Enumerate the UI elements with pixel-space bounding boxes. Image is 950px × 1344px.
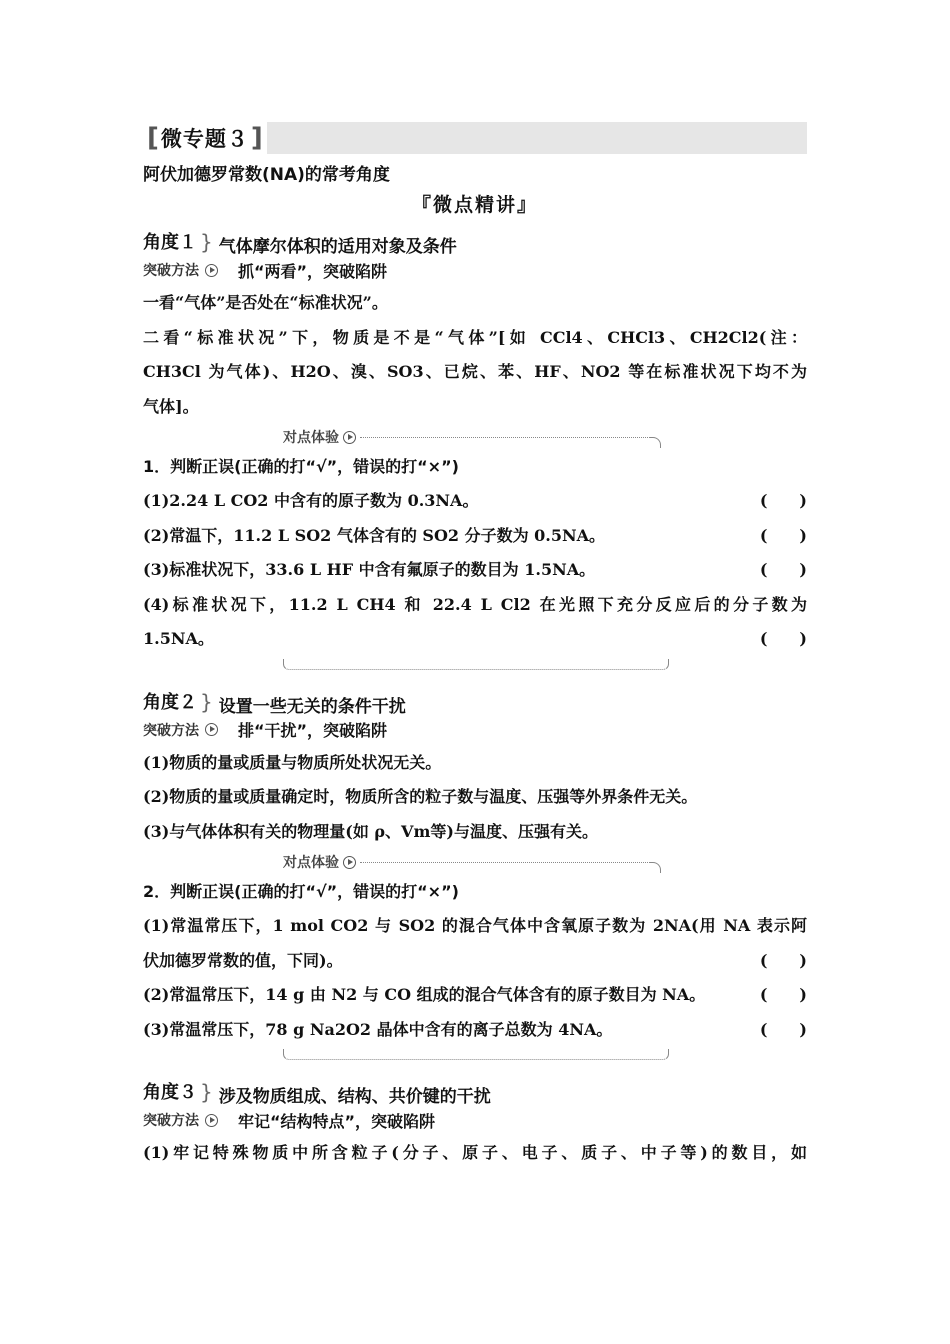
- page: [143, 122, 807, 1171]
- play-circle-icon: [343, 431, 356, 444]
- left-bracket: [: [147, 123, 159, 153]
- method-text: 抓“两看”，突破陷阱: [238, 261, 388, 281]
- dui-label: 对点体验: [283, 430, 339, 446]
- question-text: (1)2.24 L CO2 中含有的原子数为 0.3NA。: [143, 491, 479, 510]
- brace-icon: }: [200, 1080, 213, 1104]
- brace-icon: }: [200, 230, 213, 254]
- dui-label: 对点体验: [283, 855, 339, 871]
- angle-label: 角度１: [143, 232, 197, 253]
- dui-heading: [283, 849, 661, 875]
- question-item: [143, 944, 807, 979]
- text-line: (1)牢记特殊物质中所含粒子(分子、原子、电子、质子、中子等)的数目，如: [143, 1143, 807, 1162]
- dui-heading: [283, 424, 661, 450]
- brace-icon: }: [200, 689, 213, 714]
- question-item: [143, 978, 807, 1013]
- question-text: (1)常温常压下，1 mol CO2 与 SO2 的混合气体中含氧原子数为 2NA(用 NA 表示阿: [143, 916, 807, 935]
- angle-title: 气体摩尔体积的适用对象及条件: [218, 237, 457, 257]
- question-item: [143, 1013, 807, 1048]
- question-text: 伏加德罗常数的值，下同)。: [143, 950, 343, 970]
- text-line: 一看“气体”是否处在“标准状况”。: [143, 293, 388, 312]
- rule-curl: [650, 437, 661, 448]
- bottom-rule: [283, 1049, 669, 1060]
- method-row: [143, 714, 807, 746]
- method-text: 排“干扰”，突破陷阱: [238, 721, 388, 740]
- angle-title: 设置一些无关的条件干扰: [218, 696, 406, 717]
- angle-title: 涉及物质组成、结构、共价键的干扰: [218, 1087, 491, 1107]
- question-text: 1.5NA。: [143, 629, 214, 648]
- dotted-rule: [360, 437, 650, 438]
- right-bracket: ]: [250, 123, 263, 153]
- answer-blank[interactable]: ( ): [759, 985, 807, 1004]
- question-text: (2)常温常压下，14 g 由 N2 与 CO 组成的混合气体含有的原子数目为 NA。: [143, 985, 706, 1004]
- play-circle-icon: [343, 856, 356, 869]
- section-banner: [143, 122, 807, 154]
- text-line: (3)与气体体积有关的物理量(如 ρ、Vm等)与温度、压强有关。: [143, 821, 598, 841]
- angle-2-header: [143, 684, 807, 717]
- dotted-rule: [360, 862, 650, 863]
- question-text: (3)标准状况下，33.6 L HF 中含有氟原子的数目为 1.5NA。: [143, 560, 596, 579]
- question-item: [143, 484, 807, 519]
- question-text: (3)常温常压下，78 g Na2O2 晶体中含有的离子总数为 4NA。: [143, 1019, 613, 1039]
- question-item: [143, 519, 807, 554]
- method-label: 突破方法: [143, 1113, 199, 1129]
- answer-blank[interactable]: ( ): [759, 629, 807, 648]
- play-circle-icon: [205, 723, 218, 736]
- method-label: 突破方法: [143, 722, 199, 739]
- question-text: (2)常温下，11.2 L SO2 气体含有的 SO2 分子数为 0.5NA。: [143, 525, 606, 545]
- angle-label: 角度２: [143, 691, 197, 713]
- topic-title: 阿伏加德罗常数(NA)的常考角度: [143, 165, 390, 185]
- angle-3-header: [143, 1074, 807, 1107]
- question-title: 1．判断正误(正确的打“√”，错误的打“×”): [143, 457, 459, 476]
- method-row: [143, 1104, 807, 1136]
- question-title: 2．判断正误(正确的打“√”，错误的打“×”): [143, 882, 459, 901]
- answer-blank[interactable]: ( ): [759, 950, 807, 970]
- question-item: [143, 622, 807, 657]
- banner-title: 微专题３: [160, 127, 249, 151]
- play-circle-icon: [205, 264, 218, 277]
- text-line: 气体]。: [143, 396, 199, 416]
- text-line: (1)物质的量或质量与物质所处状况无关。: [143, 752, 442, 772]
- text-line: CH3Cl 为气体)、H2O、溴、SO3、已烷、苯、HF、NO2 等在标准状况下均不为: [143, 362, 807, 381]
- jiang-heading: 『微点精讲』: [411, 194, 538, 216]
- angle-1-header: [143, 224, 807, 257]
- method-label: 突破方法: [143, 263, 199, 279]
- text-line: (2)物质的量或质量确定时，物质所含的粒子数与温度、压强等外界条件无关。: [143, 787, 698, 806]
- question-item: [143, 553, 807, 588]
- bottom-rule: [283, 659, 669, 670]
- rule-curl: [650, 862, 661, 873]
- answer-blank[interactable]: ( ): [759, 491, 807, 510]
- play-circle-icon: [205, 1114, 218, 1127]
- method-row: [143, 254, 807, 286]
- question-text: (4)标准状况下，11.2 L CH4 和 22.4 L Cl2 在光照下充分反应后的分子数为: [143, 594, 807, 614]
- answer-blank[interactable]: ( ): [759, 1019, 807, 1039]
- answer-blank[interactable]: ( ): [759, 525, 807, 545]
- text-line: 二看“标准状况”下，物质是不是“气体”[如 CCl4、CHCl3、CH2Cl2(注：: [143, 327, 807, 347]
- method-text: 牢记“结构特点”，突破陷阱: [238, 1111, 436, 1131]
- answer-blank[interactable]: ( ): [759, 560, 807, 579]
- angle-label: 角度３: [143, 1082, 197, 1103]
